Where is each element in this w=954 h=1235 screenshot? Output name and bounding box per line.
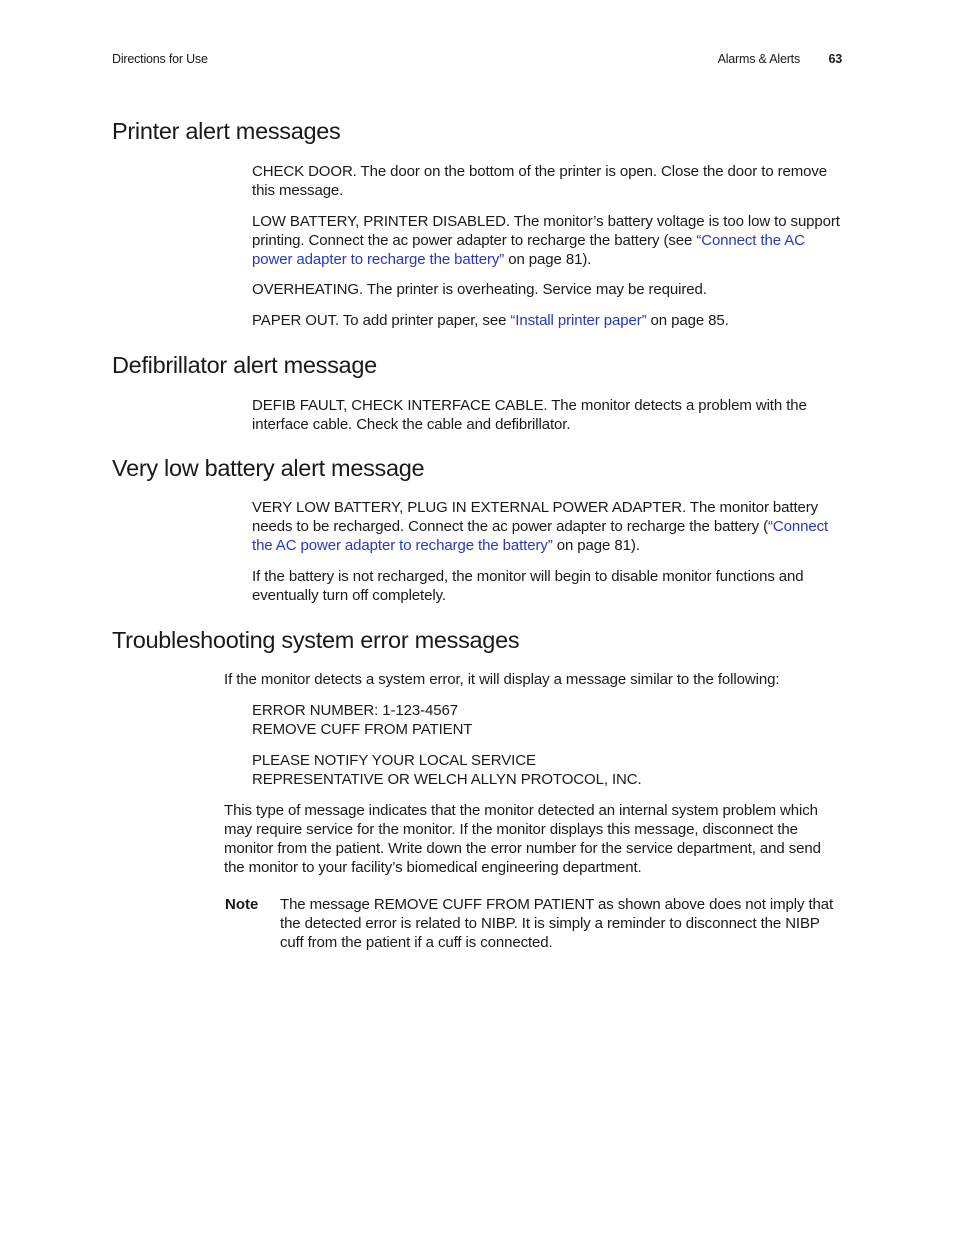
para-text: on page 81). — [552, 537, 640, 554]
para-text: LOW BATTERY, PRINTER DISABLED. The monitor’s battery voltage is too low to support printing. Connect the ac power adapter to recharge the battery (see — [252, 213, 840, 249]
running-header — [112, 52, 842, 70]
note-label: Note — [225, 896, 259, 913]
heading-printer-alerts: Printer alert messages — [112, 118, 341, 144]
page-number: 63 — [828, 52, 842, 66]
para-troubleshoot-intro: If the monitor detects a system error, it will display a message similar to the following: — [224, 671, 780, 688]
para-low-battery-printer — [252, 212, 842, 269]
error-number-line: ERROR NUMBER: 1-123-4567 — [252, 702, 459, 719]
para-defib-fault: DEFIB FAULT, CHECK INTERFACE CABLE. The monitor detects a problem with the interface cable. Check the cable and defibrillator. — [252, 397, 807, 433]
para-check-door: CHECK DOOR. The door on the bottom of the printer is open. Close the door to remove this message. — [252, 163, 828, 199]
heading-defib-alert: Defibrillator alert message — [112, 352, 377, 378]
link-connect-ac-adapter[interactable]: “Connect the AC power adapter to recharge the battery” — [252, 232, 805, 268]
notify-line-1: PLEASE NOTIFY YOUR LOCAL SERVICE — [252, 752, 536, 769]
note-text: The message REMOVE CUFF FROM PATIENT as shown above does not imply that the detected error is related to NIBP. It is simply a reminder to disconnect the NIBP cuff from the patient if a cuff is connected. — [280, 896, 834, 951]
heading-troubleshooting: Troubleshooting system error messages — [112, 627, 520, 653]
para-system-problem: This type of message indicates that the monitor detected an internal system problem which may require service for the monitor. If the monitor displays this message, disconnect the monitor from the patient. Write down the error number for the service department, and send the monitor to your facility’s biomedical engineering department. — [224, 802, 821, 876]
error-message-block — [252, 701, 842, 739]
heading-very-low-battery: Very low battery alert message — [112, 455, 425, 481]
notify-message-block — [252, 751, 842, 789]
link-install-printer-paper[interactable]: “Install printer paper” — [510, 312, 647, 329]
para-text: on page 85. — [646, 312, 729, 329]
document-title: Directions for Use — [112, 52, 208, 66]
link-connect-ac-adapter-2[interactable]: “Connect the AC power adapter to recharge the battery” — [252, 518, 829, 554]
notify-line-2: REPRESENTATIVE OR WELCH ALLYN PROTOCOL, INC. — [252, 771, 642, 788]
para-battery-not-recharged: If the battery is not recharged, the monitor will begin to disable monitor functions and eventually turn off completely. — [252, 568, 804, 604]
para-paper-out — [252, 311, 842, 330]
para-very-low-battery — [252, 498, 842, 555]
para-text: on page 81). — [504, 251, 592, 268]
para-text: VERY LOW BATTERY, PLUG IN EXTERNAL POWER ADAPTER. The monitor battery needs to be recharged. Connect the ac power adapter to recharge the battery ( — [252, 499, 819, 535]
para-text: PAPER OUT. To add printer paper, see — [252, 312, 511, 329]
para-overheating: OVERHEATING. The printer is overheating. Service may be required. — [252, 281, 707, 298]
remove-cuff-line: REMOVE CUFF FROM PATIENT — [252, 721, 473, 738]
section-title: Alarms & Alerts — [717, 52, 800, 66]
